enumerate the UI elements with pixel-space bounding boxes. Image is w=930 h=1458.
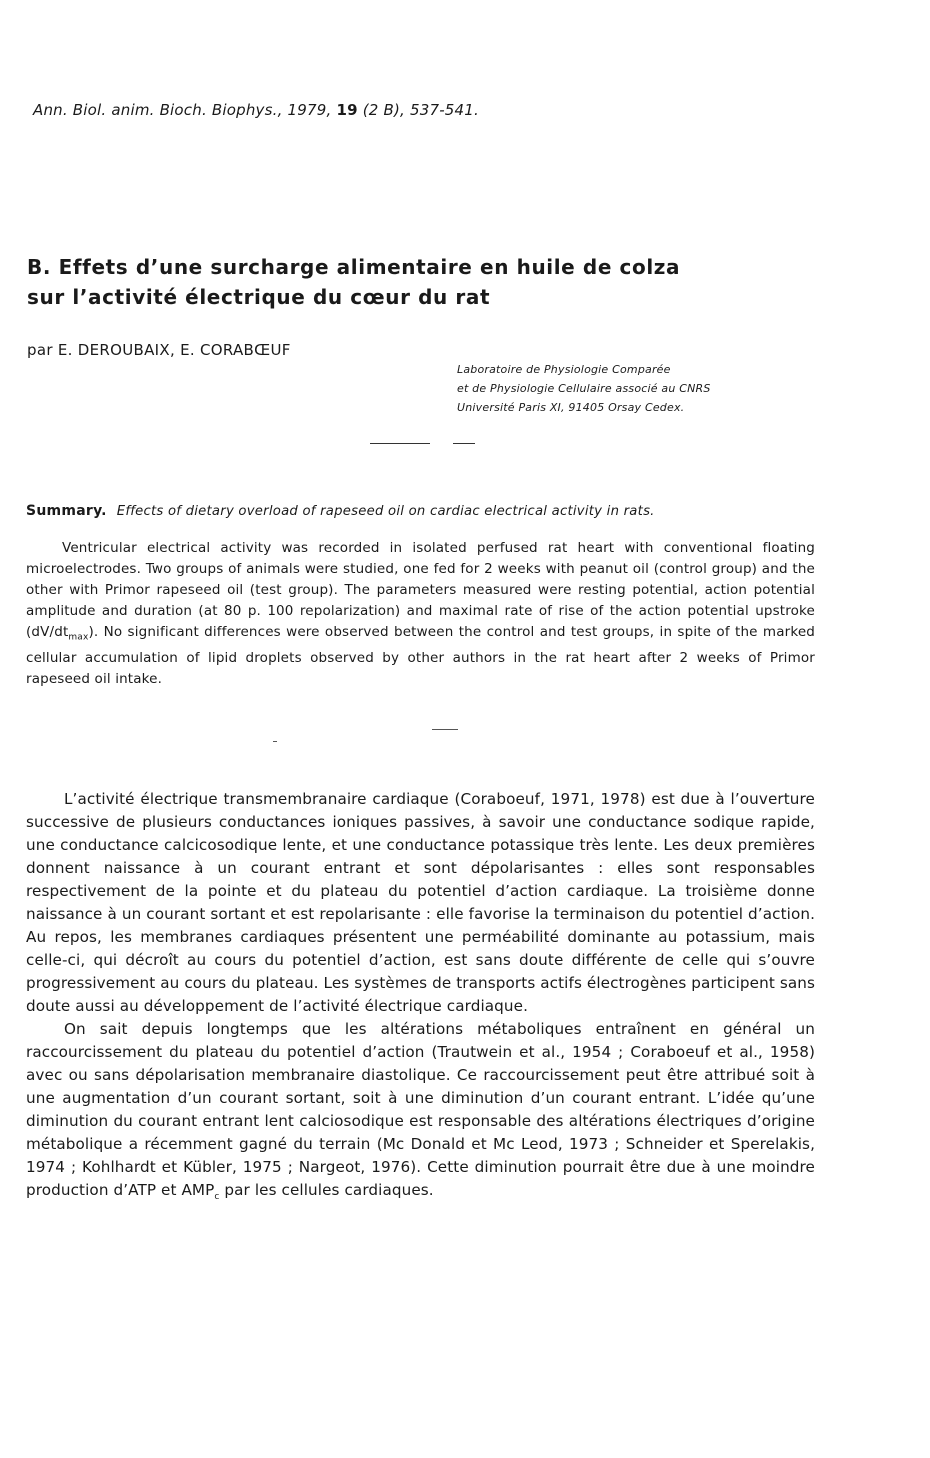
summary-text-part1: Ventricular electrical activity was recorded in isolated perfused rat heart with conventional floating microelectrodes. Two groups of animals were studied, one fed for 2 weeks with peanut oil (control group) and the other with Primor rapeseed oil (test group). The parameters measured were resting potential, action potential amplitude and duration (at 80 p. 100 repolarization) and maximal rate of rise of the action potential upstroke (dV/dt xyxy=(26,540,815,640)
summary-title: Effects of dietary overload of rapeseed oil on cardiac electrical activity in rats. xyxy=(116,504,655,519)
body-paragraph-2-part1: On sait depuis longtemps que les altérations métaboliques entraînent en général un raccourcissement du plateau du potentiel d’action (Trautwein et al., 1954 ; Coraboeuf et al., 1958) avec ou sans dépolarisation membranaire diastolique. Ce raccourcissement peut être attribué soit à une augmentation d’un courant sortant, soit à une diminution d’un courant entrant. L’idée qu’une diminution du courant entrant lent calciosodique est responsable des altérations électriques d’origine métabolique a récemment gagné du terrain (Mc Donald et Mc Leod, 1973 ; Schneider et Sperelakis, 1974 ; Kohlhardt et Kübler, 1975 ; Nargeot, 1976). Cette diminution pourrait être due à une moindre production d’ATP et AMP xyxy=(26,1020,815,1199)
body-paragraph-2 xyxy=(26,1018,815,1209)
affiliation xyxy=(457,360,817,417)
article-title-line1: B. Effets d’une surcharge alimentaire en huile de colza xyxy=(27,255,681,279)
journal-ref-prefix: Ann. Biol. anim. Bioch. Biophys., 1979, xyxy=(33,101,332,119)
body-text xyxy=(26,788,815,1209)
separator-mark-short xyxy=(432,729,458,730)
summary-heading xyxy=(26,503,826,519)
summary-text-part2: ). No significant differences were observed between the control and test groups, in spite of the marked cellular accumulation of lipid droplets observed by other authors in the rat heart after 2 weeks of Primor rapeseed oil intake. xyxy=(26,623,815,688)
affiliation-line1: Laboratoire de Physiologie Comparée xyxy=(457,363,671,376)
summary-text xyxy=(26,538,815,690)
authors: par E. DEROUBAIX, E. CORABŒUF xyxy=(27,341,291,359)
journal-ref-suffix: (2 B), 537-541. xyxy=(362,101,480,119)
article-title-line2: sur l’activité électrique du cœur du rat xyxy=(27,285,491,309)
separator-rule-short xyxy=(453,443,475,444)
separator-rule xyxy=(370,443,430,444)
body-paragraph-2-part2: par les cellules cardiaques. xyxy=(219,1181,434,1199)
separator-mark xyxy=(273,741,277,742)
summary-label: Summary. xyxy=(26,503,107,519)
body-paragraph-2-subscript: c xyxy=(214,1192,220,1203)
affiliation-line3: Université Paris XI, 91405 Orsay Cedex. xyxy=(457,401,685,414)
body-paragraph-1: L’activité électrique transmembranaire cardiaque (Coraboeuf, 1971, 1978) est due à l’ouverture successive de plusieurs conductances ioniques passives, à savoir une conductance sodique rapide, une conductance calcicosodique lente, et une conductance potassique très lente. Les deux premières donnent naissance à un courant entrant et sont dépolarisantes : elles sont responsables respectivement de la pointe et du plateau du potentiel d’action cardiaque. La troisième donne naissance à un courant sortant et est repolarisante : elle favorise la terminaison du potentiel d’action. Au repos, les membranes cardiaques présentent une perméabilité dominante au potassium, mais celle-ci, qui décroît au cours du potentiel d’action, est sans doute différente de celle qui s’ouvre progressivement au cours du plateau. Les systèmes de transports actifs électrogènes participent sans doute aussi au développement de l’activité électrique cardiaque. xyxy=(26,790,815,1015)
article-title xyxy=(27,252,807,312)
journal-volume: 19 xyxy=(336,101,358,119)
summary-text-subscript: max xyxy=(68,632,89,643)
affiliation-line2: et de Physiologie Cellulaire associé au CNRS xyxy=(457,382,711,395)
journal-reference xyxy=(33,101,593,119)
